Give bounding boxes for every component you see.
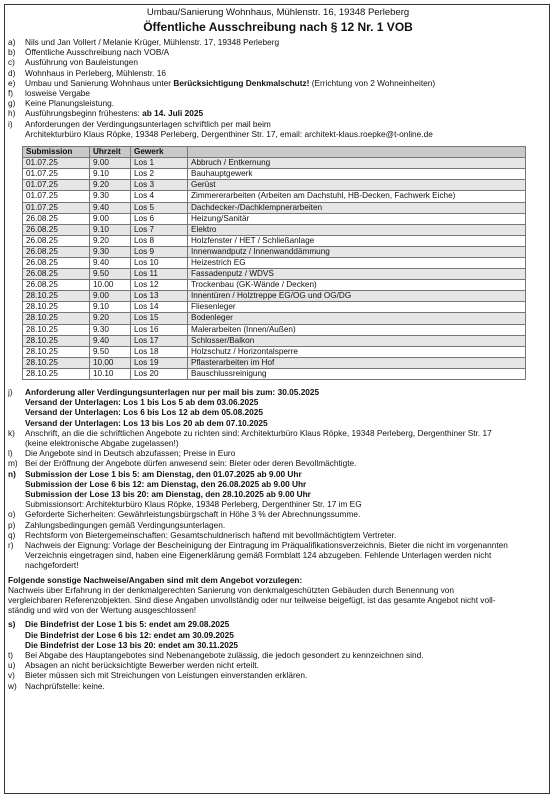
item-l: l) Die Angebote sind in Deutsch abzufassen; Preise in Euro bbox=[8, 448, 236, 459]
item-h: h) Ausführungsbeginn frühestens: ab 14. Juli 2025 bbox=[8, 108, 204, 119]
table-row bbox=[23, 302, 526, 313]
cell-lot: Los 10 bbox=[131, 257, 188, 268]
submission-schedule-table bbox=[22, 146, 526, 380]
item-s: s) Die Bindefrist der Lose 1 bis 5: endet am 29.08.2025 Die Bindefrist der Lose 6 bis 12: endet am 30.09.2025 Die Bindefrist der Lose 13 bis 20: endet am 30.11.2025 bbox=[8, 619, 239, 650]
cell-submission-date: 26.08.25 bbox=[23, 257, 90, 268]
cell-trade: Innenwandputz / Innenwanddämmung bbox=[188, 246, 526, 257]
item-b: b) Öffentliche Ausschreibung nach VOB/A bbox=[8, 47, 170, 58]
cell-trade: Bodenleger bbox=[188, 313, 526, 324]
cell-trade: Dachdecker-/Dachklempnerarbeiten bbox=[188, 202, 526, 213]
cell-time: 9.20 bbox=[90, 180, 131, 191]
cell-lot: Los 14 bbox=[131, 302, 188, 313]
table-row bbox=[23, 335, 526, 346]
table-row bbox=[23, 224, 526, 235]
cell-lot: Los 8 bbox=[131, 235, 188, 246]
table-row bbox=[23, 368, 526, 379]
item-d: d) Wohnhaus in Perleberg, Mühlenstr. 16 bbox=[8, 67, 166, 78]
cell-submission-date: 26.08.25 bbox=[23, 235, 90, 246]
cell-trade: Gerüst bbox=[188, 180, 526, 191]
page-title: Öffentliche Ausschreibung nach § 12 Nr. 1 VOB bbox=[143, 20, 413, 34]
cell-submission-date: 28.10.25 bbox=[23, 346, 90, 357]
item-e: e) Umbau und Sanierung Wohnhaus unter Berücksichtigung Denkmalschutz! (Errichtung von 2 Wohneinheiten) bbox=[8, 77, 436, 88]
item-o: o) Geforderte Sicherheiten: Gewährleistungsbürgschaft in Höhe 3 % der Abrechnungssumme. bbox=[8, 509, 361, 520]
column-header-trade: Gewerk bbox=[131, 147, 188, 158]
item-m: m) Bei der Eröffnung der Angebote dürfen anwesend sein: Bieter oder deren Bevollmächtigte. bbox=[8, 458, 357, 469]
cell-lot: Los 3 bbox=[131, 180, 188, 191]
cell-lot: Los 16 bbox=[131, 324, 188, 335]
cell-trade: Elektro bbox=[188, 224, 526, 235]
cell-submission-date: 28.10.25 bbox=[23, 313, 90, 324]
cell-submission-date: 01.07.25 bbox=[23, 191, 90, 202]
cell-submission-date: 01.07.25 bbox=[23, 169, 90, 180]
cell-time: 10.00 bbox=[90, 280, 131, 291]
cell-submission-date: 26.08.25 bbox=[23, 269, 90, 280]
cell-submission-date: 26.08.25 bbox=[23, 280, 90, 291]
cell-time: 9.10 bbox=[90, 302, 131, 313]
cell-time: 9.30 bbox=[90, 246, 131, 257]
cell-trade: Fliesenleger bbox=[188, 302, 526, 313]
table-row bbox=[23, 269, 526, 280]
further-evidence-text: Nachweis über Erfahrung in der denkmalgerechten Sanierung von denkmalgeschützten Gebäuden durch Benennung von vergleichbaren Referenzobjekten. Sind diese Angaben unvollständig oder nur teilweise beigefügt, ist das gesamte Angebot nicht voll- ständig und wird von der Wertung ausgeschlossen! bbox=[8, 584, 496, 616]
cell-lot: Los 11 bbox=[131, 269, 188, 280]
cell-trade: Schlosser/Balkon bbox=[188, 335, 526, 346]
cell-time: 9.40 bbox=[90, 202, 131, 213]
cell-trade: Fassadenputz / WDVS bbox=[188, 269, 526, 280]
cell-lot: Los 12 bbox=[131, 280, 188, 291]
cell-submission-date: 01.07.25 bbox=[23, 180, 90, 191]
table-row bbox=[23, 324, 526, 335]
item-k: k) Anschrift, an die die schriftlichen Angebote zu richten sind: Architekturbüro Klaus Röpke, 19348 Perleberg, Dergenthiner Str. 17 (keine elektronische Abgabe zugelassen!) bbox=[8, 427, 492, 449]
cell-trade: Malerarbeiten (Innen/Außen) bbox=[188, 324, 526, 335]
item-a: a) Nils und Jan Vollert / Melanie Krüger, Mühlenstr. 17, 19348 Perleberg bbox=[8, 37, 280, 47]
cell-time: 10.10 bbox=[90, 368, 131, 379]
cell-submission-date: 01.07.25 bbox=[23, 158, 90, 169]
table-row bbox=[23, 257, 526, 268]
cell-trade: Trockenbau (GK-Wände / Decken) bbox=[188, 280, 526, 291]
cell-trade: Zimmererarbeiten (Arbeiten am Dachstuhl, HB-Decken, Fachwerk Eiche) bbox=[188, 191, 526, 202]
item-i: i) Anforderungen der Verdingungsunterlagen schriftlich per mail beim Architekturbüro Klaus Röpke, 19348 Perleberg, Dergenthiner Str. 17, email: architekt-klaus.roepke@t-online.de bbox=[8, 118, 433, 139]
cell-submission-date: 28.10.25 bbox=[23, 302, 90, 313]
cell-trade: Pflasterarbeiten im Hof bbox=[188, 357, 526, 368]
table-row bbox=[23, 180, 526, 191]
cell-time: 9.40 bbox=[90, 335, 131, 346]
cell-time: 9.30 bbox=[90, 191, 131, 202]
cell-lot: Los 7 bbox=[131, 224, 188, 235]
cell-submission-date: 26.08.25 bbox=[23, 213, 90, 224]
cell-lot: Los 20 bbox=[131, 368, 188, 379]
cell-submission-date: 28.10.25 bbox=[23, 324, 90, 335]
cell-time: 9.00 bbox=[90, 158, 131, 169]
table-row bbox=[23, 202, 526, 213]
cell-trade: Holzfenster / HET / Schließanlage bbox=[188, 235, 526, 246]
item-q: q) Rechtsform von Bietergemeinschaften: Gesamtschuldnerisch haftend mit bevollmächtigtem Vertreter. bbox=[8, 529, 397, 540]
cell-submission-date: 28.10.25 bbox=[23, 291, 90, 302]
schedule-rows bbox=[23, 158, 526, 380]
cell-time: 10.00 bbox=[90, 357, 131, 368]
cell-trade: Abbruch / Entkernung bbox=[188, 158, 526, 169]
column-header-description bbox=[188, 147, 526, 158]
table-row bbox=[23, 191, 526, 202]
cell-trade: Bauschlussreinigung bbox=[188, 368, 526, 379]
column-header-time: Uhrzeit bbox=[90, 147, 131, 158]
cell-time: 9.40 bbox=[90, 257, 131, 268]
cell-lot: Los 4 bbox=[131, 191, 188, 202]
table-row bbox=[23, 357, 526, 368]
cell-lot: Los 5 bbox=[131, 202, 188, 213]
further-evidence-heading: Folgende sonstige Nachweise/Angaben sind mit dem Angebot vorzulegen: bbox=[8, 574, 303, 585]
item-p: p) Zahlungsbedingungen gemäß Verdingungsunterlagen. bbox=[8, 519, 226, 530]
cell-time: 9.10 bbox=[90, 224, 131, 235]
cell-lot: Los 15 bbox=[131, 313, 188, 324]
item-v: v) Bieter müssen sich mit Streichungen von Leistungen einverstanden erklären. bbox=[8, 670, 308, 681]
cell-trade: Heizung/Sanitär bbox=[188, 213, 526, 224]
cell-trade: Bauhauptgewerk bbox=[188, 169, 526, 180]
item-r: r) Nachweis der Eignung: Vorlage der Bescheinigung der Eintragung im Präqualifikationsverzeichnis. Bieter die nicht im vorgenannten Verzeichnis eingetragen sind, haben eine Eigenerklärung gemäß Formblatt 124 abzugeben. Fehlende Unterlagen werden nicht nachgefordert! bbox=[8, 540, 508, 571]
cell-trade: Holzschutz / Horizontalsperre bbox=[188, 346, 526, 357]
cell-submission-date: 01.07.25 bbox=[23, 202, 90, 213]
table-row bbox=[23, 246, 526, 257]
cell-lot: Los 17 bbox=[131, 335, 188, 346]
cell-lot: Los 1 bbox=[131, 158, 188, 169]
item-c: c) Ausführung von Bauleistungen bbox=[8, 57, 139, 68]
cell-time: 9.50 bbox=[90, 346, 131, 357]
cell-trade: Innentüren / Holztreppe EG/OG und OG/DG bbox=[188, 291, 526, 302]
table-row bbox=[23, 158, 526, 169]
table-row bbox=[23, 313, 526, 324]
table-row bbox=[23, 213, 526, 224]
item-j: j) Anforderung aller Verdingungsunterlagen nur per mail bis zum: 30.05.2025 Versand der Unterlagen: Los 1 bis Los 5 ab dem 03.06.2025 Versand der Unterlagen: Los 6 bis Los 12 ab dem 05.08.2025 Versand der Unterlagen: Los 13 bis Los 20 ab dem 07.10.2025 bbox=[8, 387, 320, 428]
cell-lot: Los 2 bbox=[131, 169, 188, 180]
cell-time: 9.10 bbox=[90, 169, 131, 180]
cell-submission-date: 26.08.25 bbox=[23, 224, 90, 235]
column-header-submission: Submission bbox=[23, 147, 90, 158]
cell-time: 9.00 bbox=[90, 291, 131, 302]
cell-submission-date: 26.08.25 bbox=[23, 246, 90, 257]
cell-lot: Los 6 bbox=[131, 213, 188, 224]
cell-lot: Los 19 bbox=[131, 357, 188, 368]
cell-time: 9.30 bbox=[90, 324, 131, 335]
cell-trade: Heizestrich EG bbox=[188, 257, 526, 268]
cell-lot: Los 9 bbox=[131, 246, 188, 257]
item-g: g) Keine Planungsleistung. bbox=[8, 98, 115, 109]
cell-time: 9.50 bbox=[90, 269, 131, 280]
table-row bbox=[23, 235, 526, 246]
cell-submission-date: 28.10.25 bbox=[23, 335, 90, 346]
contact-email-line: Architekturbüro Klaus Röpke, 19348 Perleberg, Dergenthiner Str. 17, email: architekt-klaus.roepke@t-online.de bbox=[25, 128, 433, 139]
cell-lot: Los 13 bbox=[131, 291, 188, 302]
project-header: Umbau/Sanierung Wohnhaus, Mühlenstr. 16, 19348 Perleberg bbox=[146, 7, 410, 18]
cell-time: 9.20 bbox=[90, 235, 131, 246]
cell-time: 9.00 bbox=[90, 213, 131, 224]
item-w: w) Nachprüfstelle: keine. bbox=[8, 680, 105, 691]
table-row bbox=[23, 169, 526, 180]
table-row bbox=[23, 280, 526, 291]
table-header-row bbox=[23, 147, 526, 158]
table-row bbox=[23, 346, 526, 357]
tender-notice bbox=[8, 7, 548, 691]
item-f: f) losweise Vergabe bbox=[8, 88, 91, 99]
table-row bbox=[23, 291, 526, 302]
item-n: n) Submission der Lose 1 bis 5: am Dienstag, den 01.07.2025 ab 9.00 Uhr Submission der Lose 6 bis 12: am Dienstag, den 26.08.2025 ab 9.00 Uhr Submission der Lose 13 bis 20: am Dienstag, den 28.10.2025 ab 9.00 Uhr Submissionsort: Architekturbüro Klaus Röpke, 19348 Perleberg, Dergenthiner Str. 17 im EG bbox=[8, 468, 362, 510]
item-t: t) Bei Abgabe des Hauptangebotes sind Nebenangebote zulässig, die jedoch gesondert zu kennzeichnen sind. bbox=[8, 650, 424, 661]
cell-lot: Los 18 bbox=[131, 346, 188, 357]
cell-submission-date: 28.10.25 bbox=[23, 357, 90, 368]
cell-time: 9.20 bbox=[90, 313, 131, 324]
item-u: u) Absagen an nicht berücksichtigte Bewerber werden nicht erteilt. bbox=[8, 660, 259, 671]
cell-submission-date: 28.10.25 bbox=[23, 368, 90, 379]
